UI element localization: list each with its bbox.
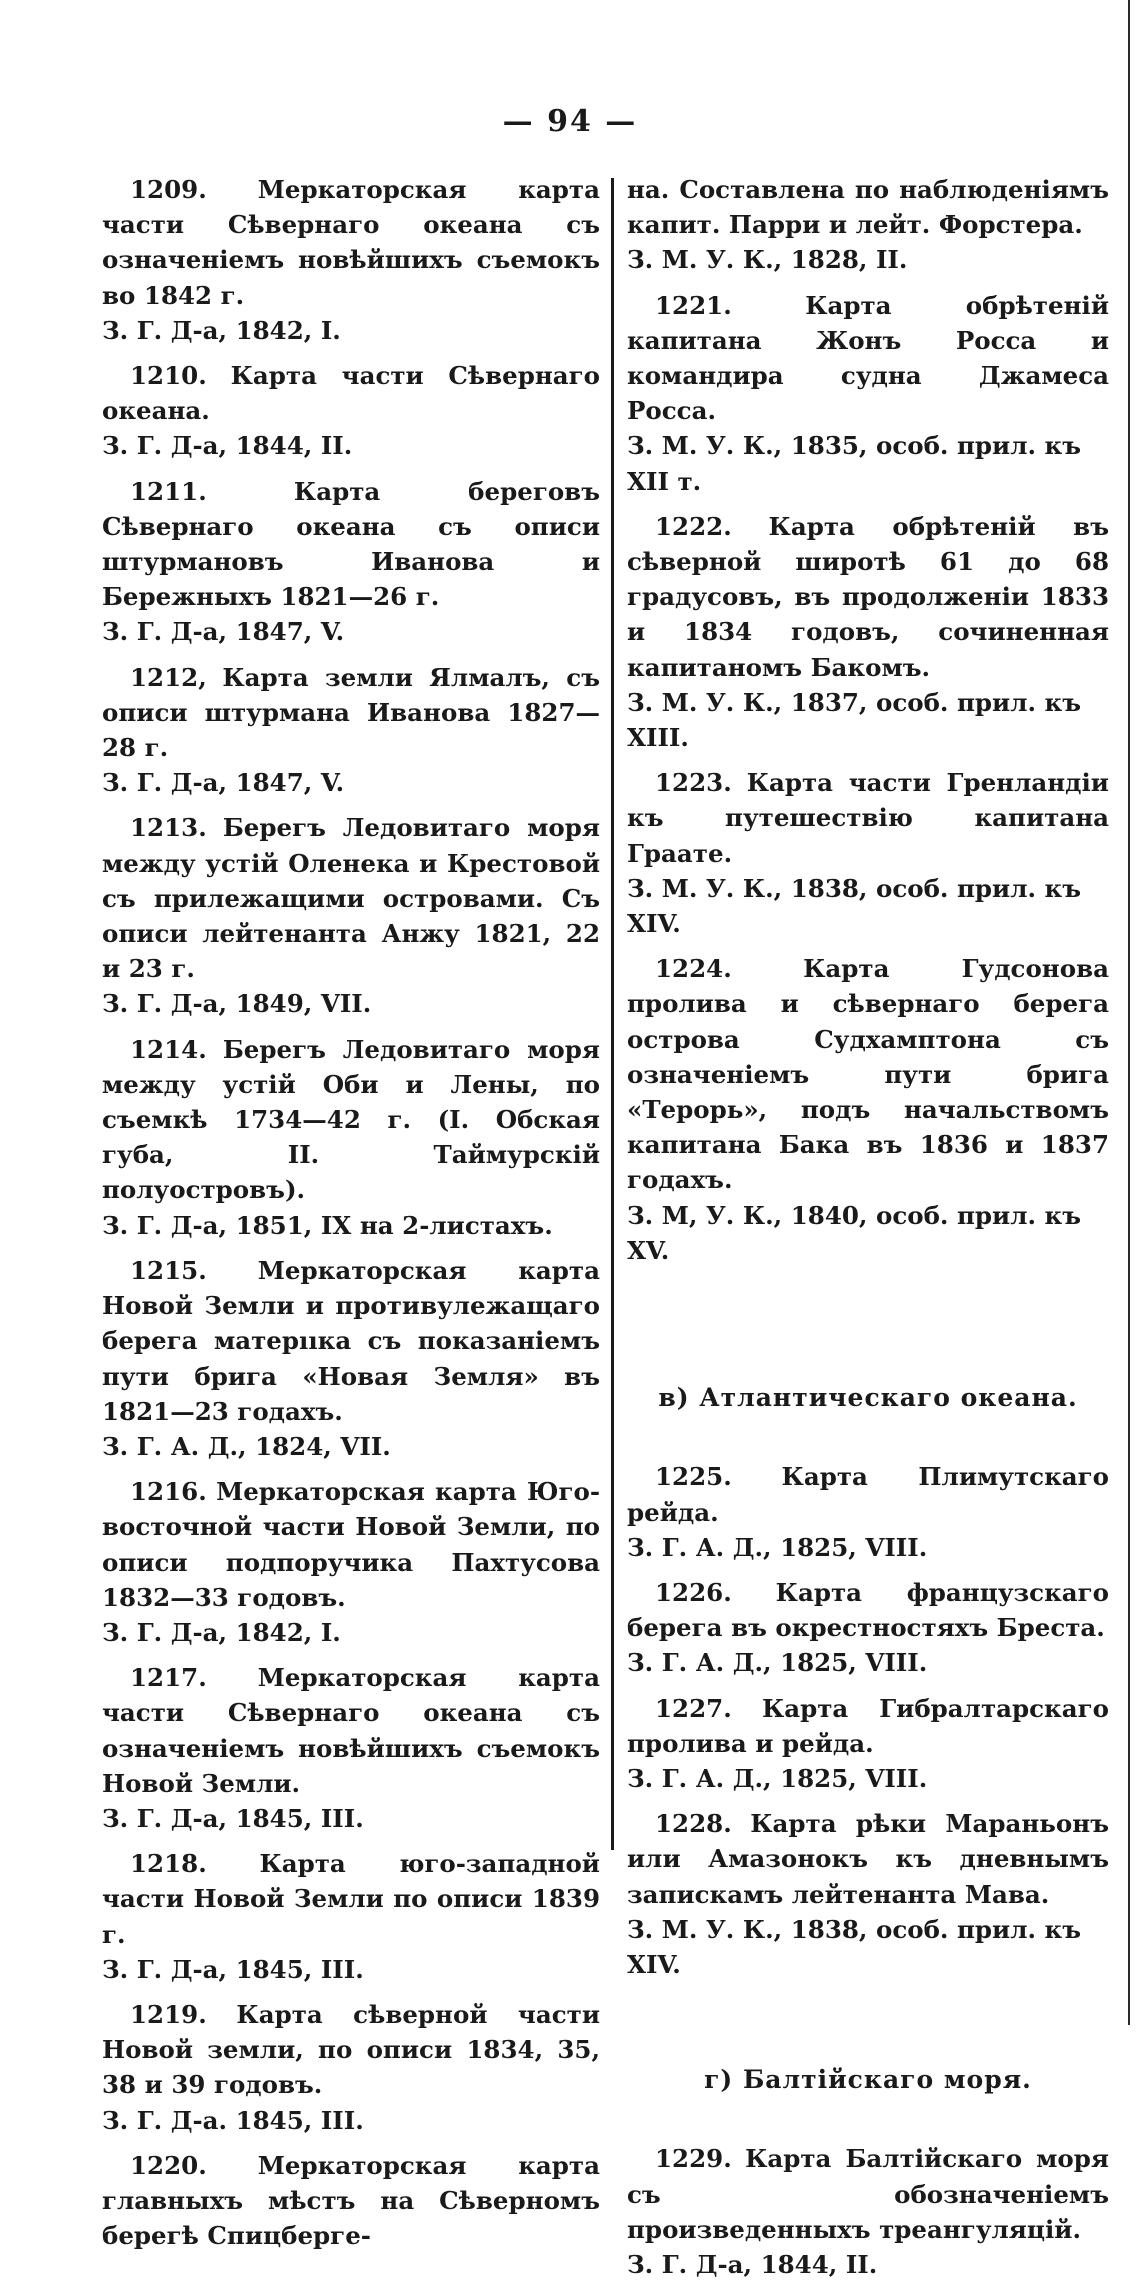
entry-source: З. М. У. К., 1828, II. — [627, 245, 908, 275]
entry-title: Меркаторская карта части Сѣвернаго океана съ означеніемъ новѣйшихъ съемокъ Новой Земли. — [102, 1663, 600, 1798]
catalog-entry — [627, 509, 1109, 755]
section-heading-baltic: г) Балтійскаго моря. — [704, 2065, 1032, 2095]
catalog-entry — [102, 1846, 600, 1987]
entry-title: Меркаторская карта главныхъ мѣстъ на Сѣверномъ берегѣ Спицберге- — [102, 2150, 600, 2251]
catalog-entry — [102, 1253, 600, 1464]
catalog-entry — [102, 1032, 600, 1243]
right-column — [627, 172, 1109, 2292]
section-heading-atlantic: в) Атлантическаго океана. — [658, 1383, 1078, 1413]
entry-continuation — [627, 172, 1109, 278]
entry-number: 1215. — [130, 1255, 207, 1285]
entry-number: 1226. — [655, 1577, 732, 1607]
catalog-entry — [102, 2148, 600, 2254]
entry-title: Меркаторская карта части Сѣвернаго океана съ означеніемъ новѣйшихъ съемокъ во 1842 г. — [102, 175, 600, 310]
entry-title: Карта части Сѣвернаго океана. — [102, 361, 600, 426]
entry-number: 1221. — [655, 290, 732, 320]
entry-text — [102, 1474, 600, 1615]
entry-number: 1225. — [655, 1462, 732, 1492]
entry-title: Карта обрѣтеній капитана Жонъ Росса и командира судна Джамеса Росса. — [627, 290, 1109, 426]
entry-number: 1219. — [130, 1999, 207, 2029]
entry-number: 1220. — [130, 2150, 207, 2180]
entry-text — [627, 1806, 1109, 1912]
entry-number: 1214. — [130, 1034, 207, 1064]
entry-number: 1222. — [655, 511, 732, 541]
entry-number: 1227. — [655, 1693, 732, 1723]
page-number: — 94 — — [502, 104, 638, 139]
catalog-entry — [102, 1660, 600, 1836]
entry-text — [627, 1575, 1109, 1645]
entry-title: Карта Плимутскаго рейда. — [627, 1462, 1109, 1527]
entry-title: Карта земли Ялмалъ, съ описи штурмана Иванова 1827—28 г. — [102, 662, 600, 763]
entry-text — [627, 765, 1109, 871]
entry-title: Карта сѣверной части Новой земли, по описи 1834, 35, 38 и 39 годовъ. — [102, 1999, 600, 2100]
entry-number: 1212, — [130, 662, 207, 692]
entry-source: З. М. У. К., 1838, особ. прил. къ XIV. — [627, 873, 1082, 939]
catalog-entry — [102, 358, 600, 464]
entry-number: 1224. — [655, 954, 732, 984]
entry-text — [102, 172, 600, 313]
entry-text — [102, 1846, 600, 1952]
entry-text — [102, 1997, 600, 2103]
entry-number: 1217. — [130, 1663, 207, 1693]
entry-text: на. Составлена по наблюденіямъ капит. Парри и лейт. Форстера. — [627, 175, 1109, 240]
entry-source: З. Г. Д-а. 1845, III. — [102, 2105, 364, 2135]
entry-text — [627, 951, 1109, 1197]
entry-number: 1223. — [655, 768, 732, 798]
entry-text — [102, 2148, 600, 2254]
entry-source: З. Г. Д-а, 1844, II. — [627, 2249, 878, 2279]
entry-source: З. Г. Д-а, 1842, I. — [102, 1617, 341, 1647]
entry-number: 1229. — [655, 2144, 732, 2174]
column-divider — [611, 178, 614, 1850]
entry-source: З. Г. Д-а, 1844, II. — [102, 431, 353, 461]
entry-text — [627, 288, 1109, 429]
catalog-entry — [627, 1459, 1109, 1565]
catalog-entry — [627, 288, 1109, 499]
entry-title: Берегъ Ледовитаго моря между устій Оби и Лены, по съемкѣ 1734—42 г. (I. Обская губа, II. Таймурскій полуостровъ). — [102, 1034, 600, 1205]
catalog-entry — [627, 1575, 1109, 1681]
entry-source: З. Г. Д-а, 1845, III. — [102, 1803, 364, 1833]
entry-source: З. Г. Д-а, 1847, V. — [102, 768, 345, 798]
entry-source: З. Г. А. Д., 1824, VII. — [102, 1431, 391, 1461]
entry-title: Карта юго-западной части Новой Земли по описи 1839 г. — [102, 1849, 600, 1949]
entry-title: Карта обрѣтеній въ сѣверной широтѣ 61 до 68 градусовъ, въ продолженіи 1833 и 1834 годовъ, сочиненная капитаномъ Бакомъ. — [627, 511, 1109, 682]
entry-source: З. Г. Д-а, 1845, III. — [102, 1954, 364, 1984]
entry-source: З. Г. А. Д., 1825, VIII. — [627, 1532, 928, 1562]
entry-source: З. М. У. К., 1837, особ. прил. къ XIII. — [627, 687, 1082, 753]
catalog-entry — [102, 1474, 600, 1650]
entry-text — [627, 1459, 1109, 1529]
entry-source: З. Г. А. Д., 1825, VIII. — [627, 1648, 928, 1678]
catalog-entry — [102, 810, 600, 1021]
entry-source: З. Г. А. Д., 1825, VIII. — [627, 1763, 928, 1793]
entry-number: 1213. — [130, 813, 207, 843]
entry-title: Карта Гудсонова пролива и сѣвернаго берега острова Судхамптона съ означеніемъ пути брига «Терорь», подъ начальствомъ капитана Бака въ 1836 и 1837 годахъ. — [627, 954, 1109, 1195]
entry-title: Карта рѣки Мараньонъ или Амазонокъ къ дневнымъ запискамъ лейтенанта Мава. — [627, 1809, 1109, 1909]
catalog-entry — [627, 2141, 1109, 2282]
entry-source: З. М, У. К., 1840, особ. прил. къ XV. — [627, 1200, 1082, 1265]
entry-number: 1211. — [130, 476, 207, 506]
entry-text — [102, 474, 600, 615]
entry-title: Карта береговъ Сѣвернаго океана съ описи штурмановъ Иванова и Бережныхъ 1821—26 г. — [102, 476, 600, 612]
entry-title: Берегъ Ледовитаго моря между устій Оленека и Крестовой съ прилежащими островами. Съ описи лейтенанта Анжу 1821, 22 и 23 г. — [102, 813, 600, 984]
entry-source: З. М. У. К., 1838, особ. прил. къ XIV. — [627, 1914, 1082, 1979]
entry-text — [102, 358, 600, 428]
entry-text — [627, 509, 1109, 685]
entry-text — [102, 1032, 600, 1208]
entry-title: Карта Балтійскаго моря съ обозначеніемъ произведенныхъ треангуляцій. — [627, 2144, 1109, 2244]
page-edge-line — [1128, 0, 1130, 2025]
entry-title: Карта Гибралтарскаго пролива и рейда. — [627, 1693, 1109, 1758]
entry-number: 1216. — [130, 1477, 207, 1507]
catalog-entry — [627, 1691, 1109, 1797]
catalog-entry — [102, 660, 600, 801]
entry-text — [627, 1691, 1109, 1761]
entry-number: 1228. — [655, 1809, 732, 1839]
entry-title: Карта части Гренландіи къ путешествію капитана Граате. — [627, 768, 1109, 868]
entry-text — [627, 2141, 1109, 2247]
entry-source: З. Г. Д-а, 1847, V. — [102, 617, 345, 647]
entry-number: 1209. — [130, 175, 207, 204]
catalog-entry — [627, 765, 1109, 941]
entry-text — [102, 810, 600, 986]
catalog-entry — [102, 1997, 600, 2138]
entry-number: 1218. — [130, 1849, 207, 1879]
entry-source: З. Г. Д-а, 1842, I. — [102, 315, 341, 345]
entry-title: Карта французскаго берега въ окрестностяхъ Бреста. — [627, 1577, 1109, 1643]
entry-title: Меркаторская карта Юго-восточной части Новой Земли, по описи подпоручика Пахтусова 1832—33 годовъ. — [102, 1477, 600, 1612]
entry-source: З. Г. Д-а, 1849, VII. — [102, 989, 372, 1019]
entry-text — [102, 1660, 600, 1801]
entry-source: З. Г. Д-а, 1851, IX на 2-листахъ. — [102, 1210, 553, 1240]
left-column — [102, 172, 600, 2263]
catalog-entry — [102, 172, 600, 348]
catalog-entry — [627, 951, 1109, 1268]
catalog-entry — [627, 1806, 1109, 1982]
entry-text — [102, 660, 600, 766]
entry-source: З. М. У. К., 1835, особ. прил. къ XII т. — [627, 431, 1082, 496]
entry-text — [102, 1253, 600, 1429]
catalog-entry — [102, 474, 600, 650]
entry-number: 1210. — [130, 361, 207, 391]
entry-title: Меркаторская карта Новой Земли и противулежащаго берега матерııка съ показаніемъ пути брига «Новая Земля» въ 1821—23 годахъ. — [102, 1255, 600, 1426]
